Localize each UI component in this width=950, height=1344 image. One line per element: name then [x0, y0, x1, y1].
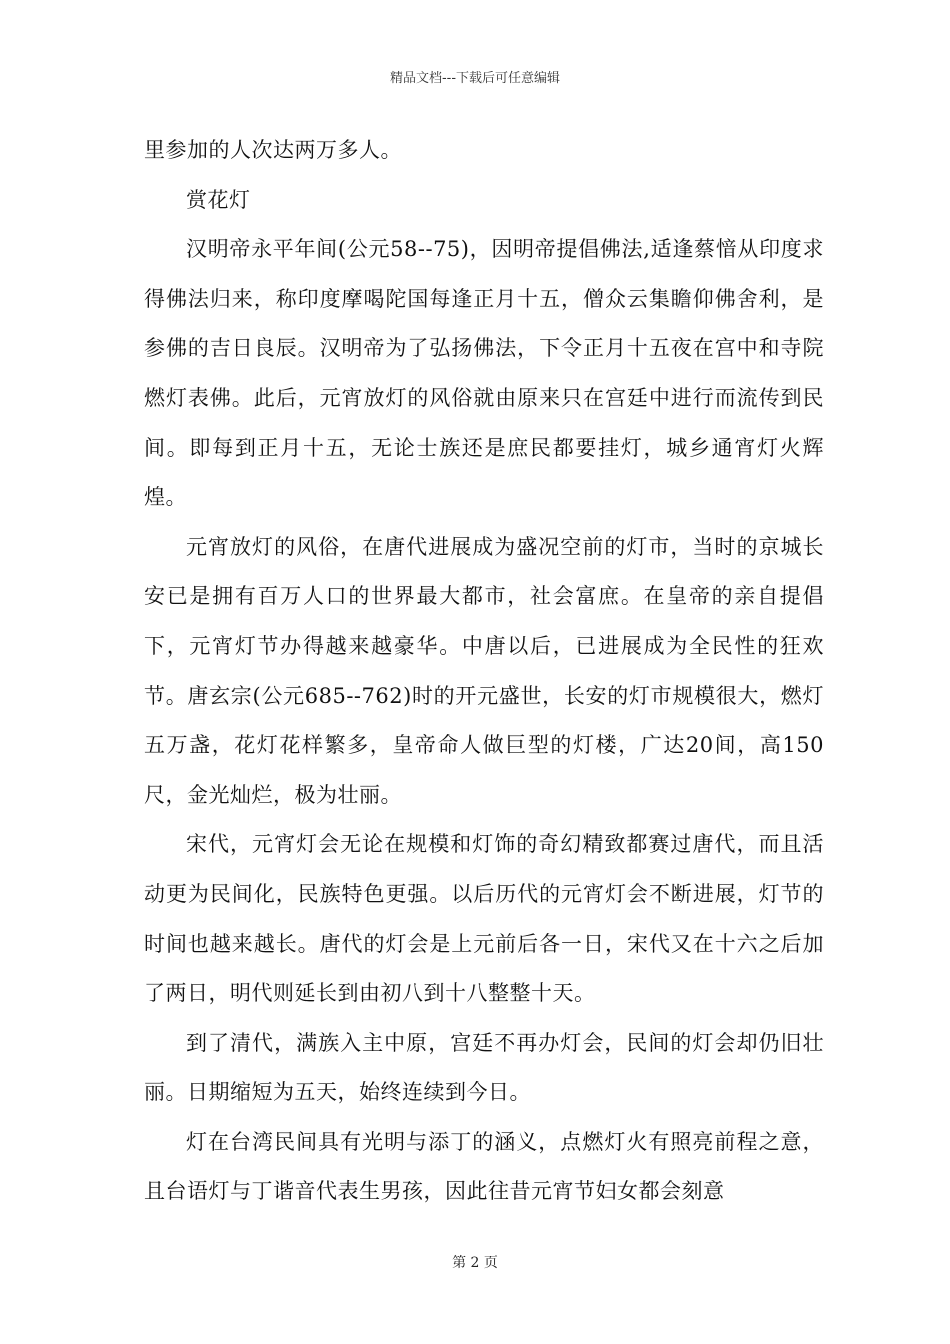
- document-body: [144, 126, 824, 1217]
- paragraph: 到了清代，满族入主中原，宫廷不再办灯会，民间的灯会却仍旧壮丽。日期缩短为五天，始终连续到今日。: [144, 1030, 824, 1105]
- paragraph: 宋代，元宵灯会无论在规模和灯饰的奇幻精致都赛过唐代，而且活动更为民间化，民族特色更强。以后历代的元宵灯会不断进展，灯节的时间也越来越长。唐代的灯会是上元前后各一日，宋代又在十六之后加了两日，明代则延长到由初八到十八整整十天。: [144, 832, 824, 1006]
- paragraph-continuation: 里参加的人次达两万多人。: [144, 138, 402, 162]
- page-header: 精品文档---下载后可任意编辑: [389, 71, 561, 86]
- section-heading: 赏花灯: [186, 187, 251, 212]
- paragraph: 汉明帝永平年间(公元58--75)，因明帝提倡佛法,适逢蔡愔从印度求得佛法归来，称印度摩喝陀国每逢正月十五，僧众云集瞻仰佛舍利，是参佛的吉日良辰。汉明帝为了弘扬佛法，下令正月十五夜在宫中和寺院燃灯表佛。此后，元宵放灯的风俗就由原来只在宫廷中进行而流传到民间。即每到正月十五，无论士族还是庶民都要挂灯，城乡通宵灯火辉煌。: [144, 237, 824, 510]
- page-number: 第 2 页: [452, 1255, 498, 1271]
- paragraph: 灯在台湾民间具有光明与添丁的涵义，点燃灯火有照亮前程之意，且台语灯与丁谐音代表生男孩，因此往昔元宵节妇女都会刻意: [144, 1129, 824, 1204]
- paragraph: 元宵放灯的风俗，在唐代进展成为盛况空前的灯市，当时的京城长安已是拥有百万人口的世界最大都市，社会富庶。在皇帝的亲自提倡下，元宵灯节办得越来越豪华。中唐以后，已进展成为全民性的狂欢节。唐玄宗(公元685--762)时的开元盛世，长安的灯市规模很大，燃灯五万盏，花灯花样繁多，皇帝命人做巨型的灯楼，广达20间，高150尺，金光灿烂，极为壮丽。: [144, 534, 824, 807]
